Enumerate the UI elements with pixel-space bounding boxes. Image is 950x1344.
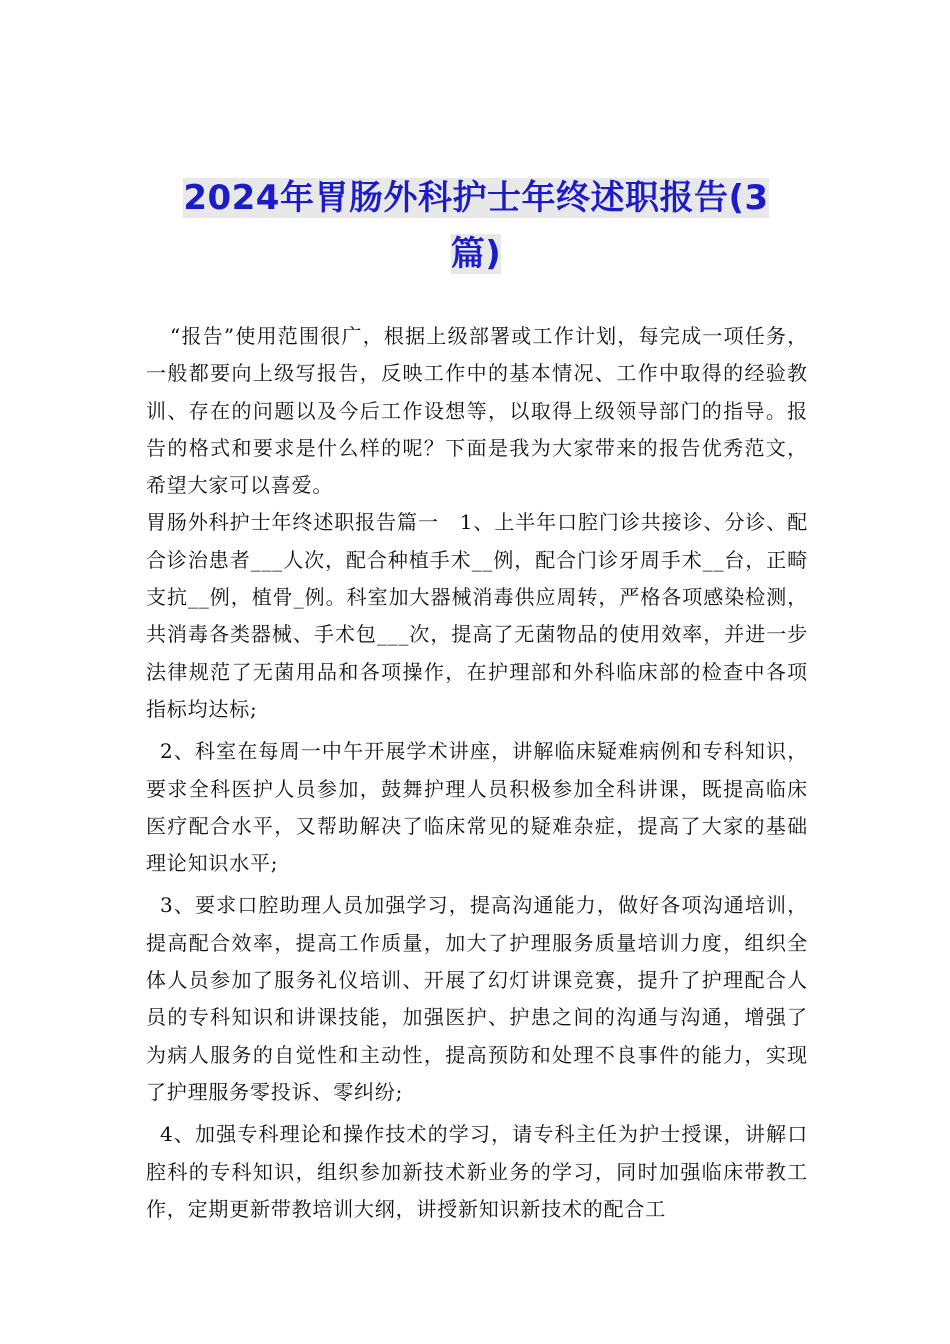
intro-paragraph: “报告”使用范围很广，根据上级部署或工作计划，每完成一项任务，一般都要向上级写报告，反映工作中的基本情况、工作中取得的经验教训、存在的问题以及今后工作设想等，以取得上级领导部门的指导。报告的格式和要求是什么样的呢？下面是我为大家带来的报告优秀范文，希望大家可以喜爱。 [146, 324, 808, 498]
document-title-text: 2024年胃肠外科护士年终述职报告(3篇) [183, 178, 769, 274]
document-body [146, 318, 808, 1228]
document-title [160, 170, 792, 282]
report-item-4-paragraph: 4、加强专科理论和操作技术的学习，请专科主任为护士授课，讲解口腔科的专科知识，组织参加新技术新业务的学习，同时加强临床带教工作，定期更新带教培训大纲，讲授新知识新技术的配合工 [146, 1122, 808, 1221]
report-item-3-paragraph: 3、要求口腔助理人员加强学习，提高沟通能力，做好各项沟通培训，提高配合效率，提高工作质量，加大了护理服务质量培训力度，组织全体人员参加了服务礼仪培训、开展了幻灯讲课竞赛，提升了护理配合人员的专科知识和讲课技能，加强医护、护患之间的沟通与沟通，增强了为病人服务的自觉性和主动性，提高预防和处理不良事件的能力，实现了护理服务零投诉、零纠纷; [146, 893, 808, 1104]
report-section-one-paragraph: 胃肠外科护士年终述职报告篇一 1、上半年口腔门诊共接诊、分诊、配合诊治患者___人次，配合种植手术__例，配合门诊牙周手术__台，正畸支抗__例，植骨_例。科室加大器械消毒供应周转，严格各项感染检测，共消毒各类器械、手术包___次，提高了无菌物品的使用效率，并进一步法律规范了无菌用品和各项操作，在护理部和外科临床部的检查中各项指标均达标; [146, 510, 808, 721]
report-item-2-paragraph: 2、科室在每周一中午开展学术讲座，讲解临床疑难病例和专科知识，要求全科医护人员参加，鼓舞护理人员积极参加全科讲课，既提高临床医疗配合水平，又帮助解决了临床常见的疑难杂症，提高了大家的基础理论知识水平; [146, 739, 808, 876]
